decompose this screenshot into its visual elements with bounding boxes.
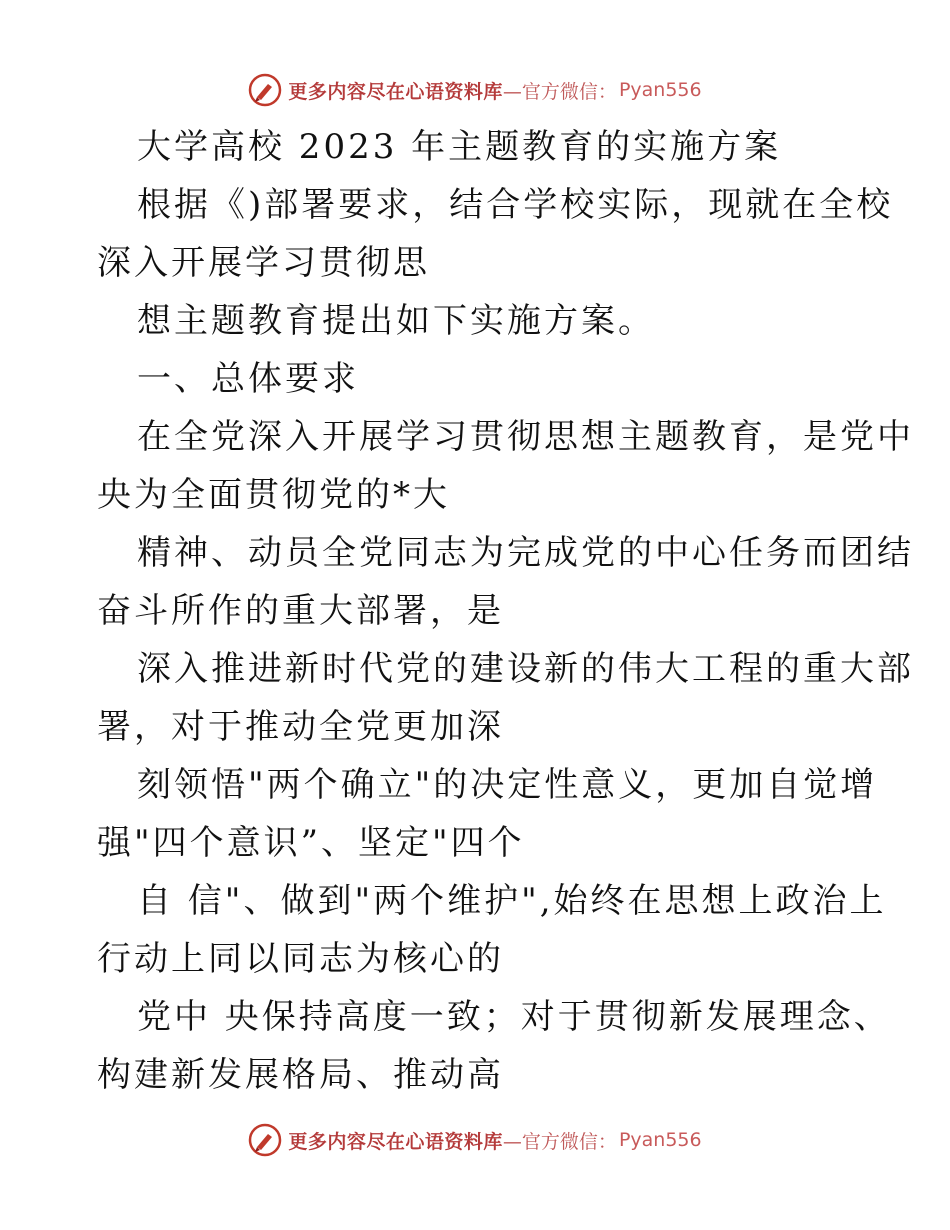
doc-line: 刻领悟"两个确立"的决定性意义，更加自觉增 (137, 765, 878, 805)
doc-line: 精神、动员全党同志为完成党的中心任务而团结 (137, 533, 914, 573)
doc-line: 深入推进新时代党的建设新的伟大工程的重大部 (137, 649, 914, 689)
doc-line: 奋斗所作的重大部署，是 (97, 591, 504, 631)
header-watermark (0, 70, 950, 110)
pen-logo-icon (248, 73, 282, 107)
doc-line: 在全党深入开展学习贯彻思想主题教育，是党中 (137, 417, 914, 457)
watermark-wechat-id: Pyan556 (618, 79, 702, 101)
doc-line: 大学高校 2023 年主题教育的实施方案 (137, 127, 782, 167)
watermark-main-text: 更多内容尽在心语资料库 (288, 80, 503, 103)
watermark-dash-text: —官方微信： (502, 1130, 617, 1153)
doc-line: 强"四个意识”、坚定"四个 (97, 823, 525, 863)
doc-line: 央为全面贯彻党的*大 (97, 475, 450, 515)
doc-line: 构建新发展格局、推动高 (97, 1055, 504, 1095)
doc-line: 行动上同以同志为核心的 (97, 939, 504, 979)
doc-line: 根据《)部署要求，结合学校实际，现就在全校 (137, 185, 894, 225)
watermark-wechat-id: Pyan556 (618, 1129, 702, 1151)
watermark-main-text: 更多内容尽在心语资料库 (288, 1130, 503, 1153)
doc-line: 想主题教育提出如下实施方案。 (137, 301, 655, 341)
doc-line: 一、总体要求 (137, 359, 359, 399)
footer-watermark (0, 1120, 950, 1160)
doc-line: 党中 央保持高度一致；对于贯彻新发展理念、 (137, 997, 891, 1037)
watermark-dash-text: —官方微信： (502, 80, 617, 103)
doc-line: 深入开展学习贯彻思 (97, 243, 430, 283)
doc-line: 署，对于推动全党更加深 (97, 707, 504, 747)
pen-logo-icon (248, 1123, 282, 1157)
doc-line: 自 信"、做到"两个维护",始终在思想上政治上 (137, 881, 887, 921)
